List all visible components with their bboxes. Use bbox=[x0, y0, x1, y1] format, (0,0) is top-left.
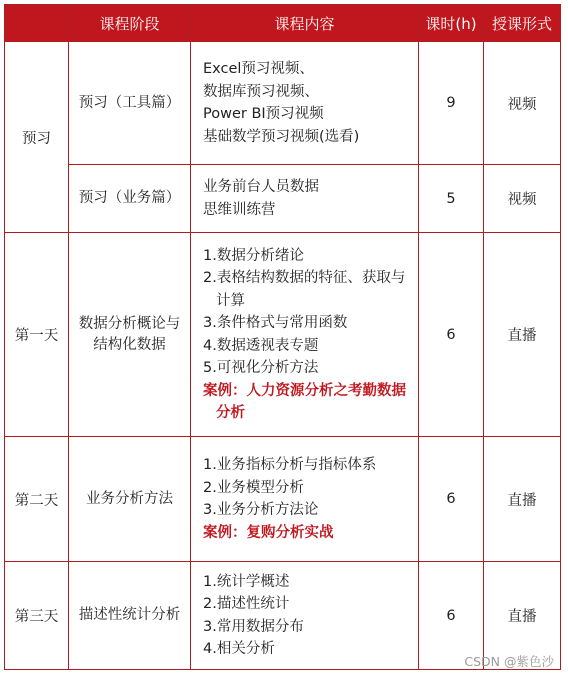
content-line: Power BI预习视频 bbox=[203, 106, 324, 122]
stage-cell: 业务分析方法 bbox=[69, 437, 191, 562]
header-hours: 课时(h) bbox=[419, 5, 484, 42]
day-cell: 第二天 bbox=[5, 437, 69, 562]
content-item: 5.可视化分析方法 bbox=[203, 360, 319, 376]
content-item: 2.描述性统计 bbox=[203, 596, 290, 612]
table-row bbox=[5, 233, 561, 437]
content-item: 1.业务指标分析与指标体系 bbox=[203, 457, 377, 473]
case-study-label: 案例：复购分析实战 bbox=[203, 524, 334, 541]
stage-cell: 数据分析概论与结构化数据 bbox=[69, 233, 191, 437]
content-cell bbox=[191, 165, 419, 233]
content-line: 基础数学预习视频(选看) bbox=[203, 128, 360, 145]
day-cell: 第一天 bbox=[5, 233, 69, 437]
content-cell bbox=[191, 42, 419, 165]
format-cell: 视频 bbox=[484, 165, 561, 233]
table-row bbox=[5, 42, 561, 165]
header-blank bbox=[5, 5, 69, 42]
content-item: 1.数据分析绪论 bbox=[203, 247, 304, 264]
hours-cell: 6 bbox=[419, 233, 484, 437]
hours-cell: 6 bbox=[419, 437, 484, 562]
table-row bbox=[5, 437, 561, 562]
header-stage: 课程阶段 bbox=[69, 5, 191, 42]
format-cell: 视频 bbox=[484, 42, 561, 165]
content-cell bbox=[191, 233, 419, 437]
content-cell bbox=[191, 562, 419, 670]
content-cell bbox=[191, 437, 419, 562]
hours-cell: 5 bbox=[419, 165, 484, 233]
content-line: 数据库预习视频、 bbox=[203, 83, 319, 100]
day-cell-preview: 预习 bbox=[5, 42, 69, 233]
stage-cell: 描述性统计分析 bbox=[69, 562, 191, 670]
csdn-watermark: CSDN @紫色沙 bbox=[464, 654, 554, 669]
content-item: 3.业务分析方法论 bbox=[203, 502, 319, 518]
hours-cell: 6 bbox=[419, 562, 484, 670]
content-item: 1.统计学概述 bbox=[203, 573, 290, 590]
content-item: 3.常用数据分布 bbox=[203, 618, 304, 635]
table-row bbox=[5, 165, 561, 233]
format-cell: 直播 bbox=[484, 437, 561, 562]
content-line: 业务前台人员数据 bbox=[203, 179, 319, 195]
stage-cell: 预习（工具篇） bbox=[69, 42, 191, 165]
hours-cell: 9 bbox=[419, 42, 484, 165]
header-content: 课程内容 bbox=[191, 5, 419, 42]
header-format: 授课形式 bbox=[484, 5, 561, 42]
content-line: 思维训练营 bbox=[203, 201, 276, 218]
content-item: 2.表格结构数据的特征、获取与计算 bbox=[203, 270, 406, 309]
format-cell: 直播 bbox=[484, 562, 561, 670]
content-line: Excel预习视频、 bbox=[203, 61, 314, 77]
course-schedule-table bbox=[4, 4, 561, 670]
day-cell: 第三天 bbox=[5, 562, 69, 670]
case-study-label: 案例：人力资源分析之考勤数据分析 bbox=[203, 382, 406, 421]
content-item: 2.业务模型分析 bbox=[203, 479, 304, 496]
content-item: 3.条件格式与常用函数 bbox=[203, 315, 348, 331]
content-item: 4.数据透视表专题 bbox=[203, 337, 319, 354]
content-item: 4.相关分析 bbox=[203, 641, 275, 657]
table-header-row bbox=[5, 5, 561, 42]
format-cell: 直播 bbox=[484, 233, 561, 437]
stage-cell: 预习（业务篇） bbox=[69, 165, 191, 233]
